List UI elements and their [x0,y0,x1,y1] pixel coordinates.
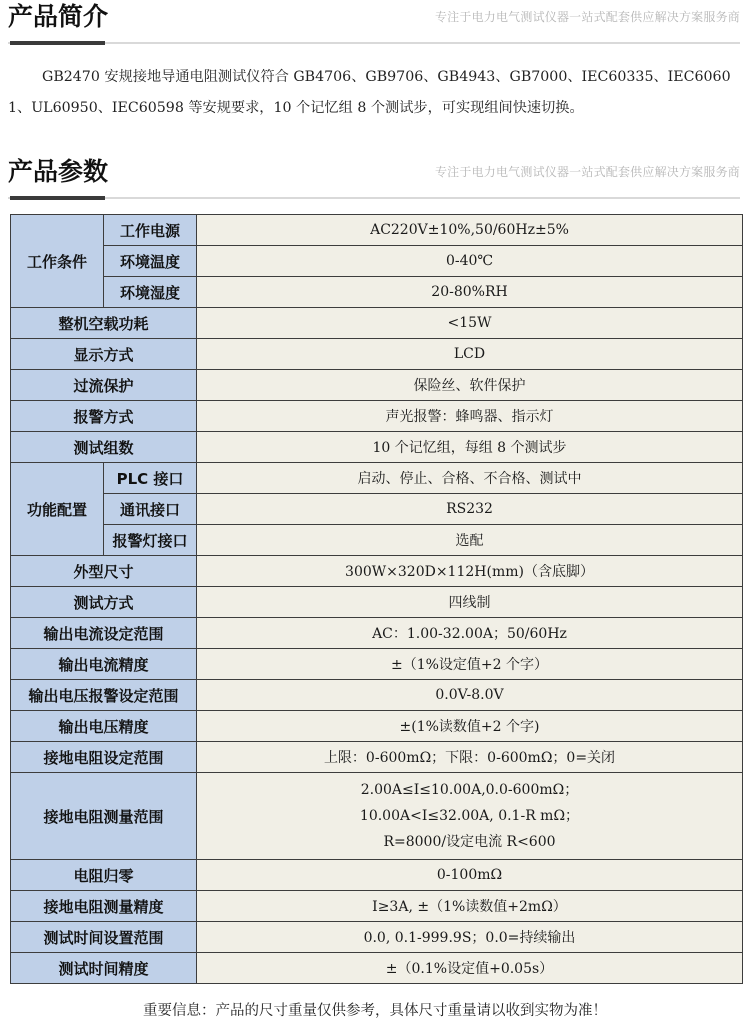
row-label: PLC 接口 [104,463,197,494]
value-line: 2.00A≤I≤10.00A,0.0-600mΩ； [360,782,579,798]
intro-section-title: 产品简介 [8,2,109,31]
function-config-label: 功能配置 [11,463,104,556]
row-label: 通讯接口 [104,494,197,525]
row-label: 测试方式 [11,587,197,618]
row-label: 接地电阻设定范围 [11,742,197,773]
row-value: 0.0, 0.1-999.9S；0.0=持续输出 [197,922,743,953]
row-label: 过流保护 [11,370,197,401]
params-section-title: 产品参数 [8,157,109,186]
table-row [11,432,743,463]
table-row [11,860,743,891]
row-label: 环境湿度 [104,277,197,308]
row-value: 保险丝、软件保护 [197,370,743,401]
header-divider [8,42,740,44]
row-value: 300W×320D×112H(mm)（含底脚） [197,556,743,587]
table-row [11,680,743,711]
params-table [10,214,743,984]
row-label: 接地电阻测量范围 [11,773,197,860]
intro-paragraph: GB2470 安规接地导通电阻测试仪符合 GB4706、GB9706、GB4943、GB7000、IEC60335、IEC60601、UL60950、IEC60598 等安规要求，10 个记忆组 8 个测试步，可实现组间快速切换。 [8,69,731,116]
row-label: 工作电源 [104,215,197,246]
row-label: 测试组数 [11,432,197,463]
table-row [11,742,743,773]
row-label: 输出电压报警设定范围 [11,680,197,711]
row-value: 20-80%RH [197,277,743,308]
row-label: 接地电阻测量精度 [11,891,197,922]
row-label: 整机空载功耗 [11,308,197,339]
row-value-multiline [197,773,743,860]
row-label: 显示方式 [11,339,197,370]
table-row [11,215,743,246]
table-row [11,277,743,308]
row-label: 外型尺寸 [11,556,197,587]
table-row [11,463,743,494]
row-value: 0.0V-8.0V [197,680,743,711]
table-row [11,246,743,277]
row-value: 0-100mΩ [197,860,743,891]
table-row [11,339,743,370]
value-line: 10.00A<I≤32.00A, 0.1-R mΩ； [359,808,580,824]
row-label: 输出电流精度 [11,649,197,680]
row-value: ±(1%读数值+2 个字) [197,711,743,742]
header-divider [8,197,740,199]
size-weight-notice: 重要信息：产品的尺寸重量仅供参考，具体尺寸重量请以收到实物为准！ [143,1003,607,1019]
row-label: 报警灯接口 [104,525,197,556]
row-value: ±（0.1%设定值+0.05s） [197,953,743,984]
row-label: 测试时间精度 [11,953,197,984]
row-value: LCD [197,339,743,370]
params-section-header [0,155,750,199]
table-row [11,953,743,984]
header-accent-bar [10,41,105,45]
table-row [11,711,743,742]
row-label: 报警方式 [11,401,197,432]
row-label: 输出电压精度 [11,711,197,742]
table-row [11,525,743,556]
table-row [11,370,743,401]
row-value: 声光报警：蜂鸣器、指示灯 [197,401,743,432]
row-label: 环境温度 [104,246,197,277]
row-value: <15W [197,308,743,339]
value-line: R=8000/设定电流 R<600 [383,834,556,850]
table-row [11,891,743,922]
row-value: I≥3A, ±（1%读数值+2mΩ） [197,891,743,922]
params-section-tagline: 专注于电力电气测试仪器一站式配套供应解决方案服务商 [434,165,740,179]
row-value: 0-40℃ [197,246,743,277]
row-value: 选配 [197,525,743,556]
row-value: AC220V±10%,50/60Hz±5% [197,215,743,246]
table-row [11,401,743,432]
table-row [11,556,743,587]
row-value: ±（1%设定值+2 个字） [197,649,743,680]
row-value: RS232 [197,494,743,525]
table-row [11,494,743,525]
row-label: 输出电流设定范围 [11,618,197,649]
intro-section-header [0,0,750,44]
working-conditions-label: 工作条件 [11,215,104,308]
row-value: 四线制 [197,587,743,618]
header-accent-bar [10,196,105,200]
row-label: 测试时间设置范围 [11,922,197,953]
table-row [11,922,743,953]
table-row [11,587,743,618]
table-row [11,618,743,649]
row-value: 上限：0-600mΩ；下限：0-600mΩ；0=关闭 [197,742,743,773]
row-value: 启动、停止、合格、不合格、测试中 [197,463,743,494]
table-row [11,773,743,860]
intro-section-tagline: 专注于电力电气测试仪器一站式配套供应解决方案服务商 [434,10,740,24]
row-value: 10 个记忆组，每组 8 个测试步 [197,432,743,463]
table-row [11,649,743,680]
table-row [11,308,743,339]
row-value: AC：1.00-32.00A；50/60Hz [197,618,743,649]
row-label: 电阻归零 [11,860,197,891]
